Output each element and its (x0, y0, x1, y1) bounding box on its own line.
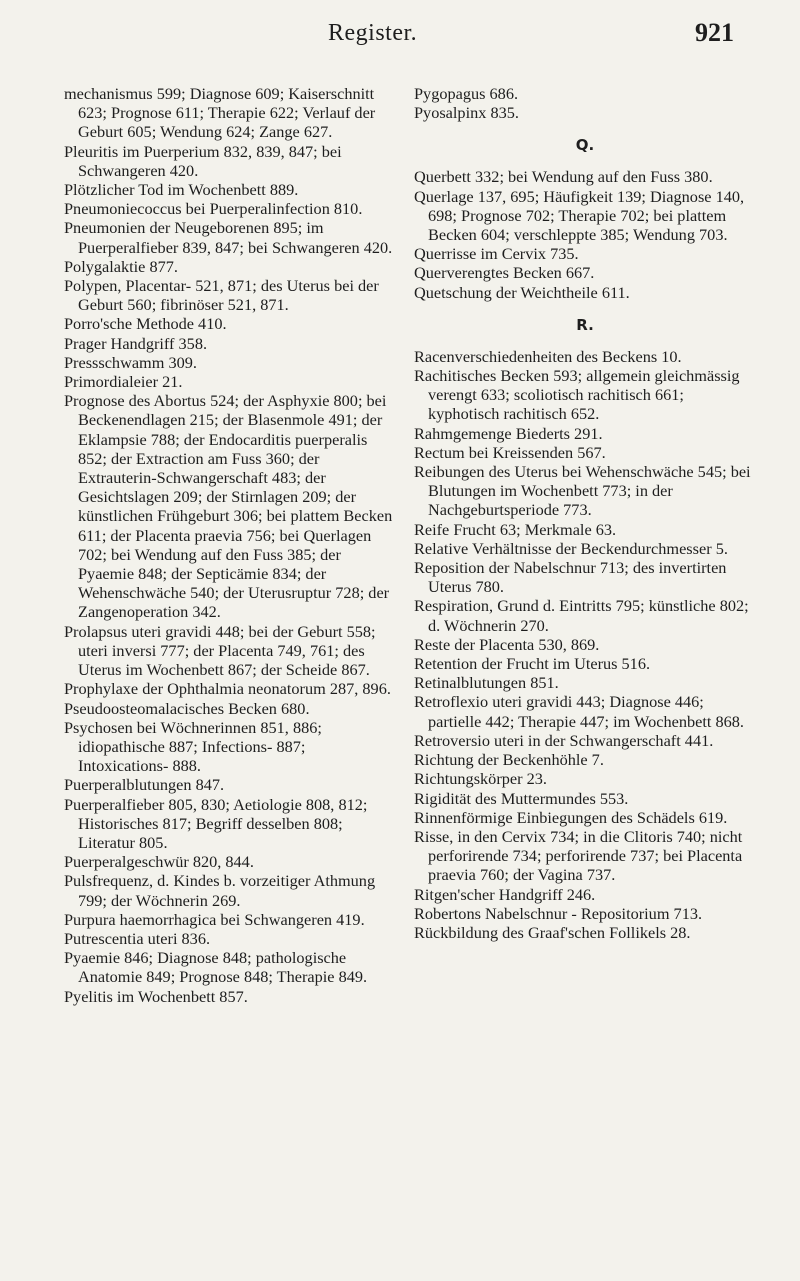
index-entry: Retroversio uteri in der Schwangerschaft 441. (414, 730, 714, 750)
entries-p-continued (414, 84, 756, 122)
index-entry: Robertons Nabelschnur - Repositorium 713. (414, 903, 703, 923)
index-entry: Querlage 137, 695; Häufigkeit 139; Diagnose 140, 698; Prognose 702; Therapie 702; bei plattem Becken 604; verschleppte 385; Wendung 703. (414, 186, 745, 245)
index-entry: Primordialeier 21. (64, 372, 183, 392)
index-entry: Querbett 332; bei Wendung auf den Fuss 380. (414, 167, 713, 187)
index-entry: Polygalaktie 877. (64, 256, 178, 276)
index-entry: Retinalblutungen 851. (414, 673, 559, 693)
index-entry: Rahmgemenge Biederts 291. (414, 423, 603, 443)
index-entry: Querrisse im Cervix 735. (414, 244, 579, 264)
section-letter-r: R. (576, 315, 594, 334)
index-entry: Rachitisches Becken 593; allgemein gleichmässig verengt 633; scoliotisch rachitisch 661; kyphotisch rachitisch 652. (414, 366, 740, 424)
index-entry: Pressschwamm 309. (64, 352, 197, 372)
left-column (64, 84, 394, 1006)
index-entry: Prognose des Abortus 524; der Asphyxie 800; bei Beckenendlagen 215; der Blasenmole 491; der Eklampsie 788; der Endocarditis puerperalis 852; der Extraction am Fuss 360; der Extrauterin-Schwangerschaft 483; der Gesichtslagen 209; der Stirnlagen 209; der künstlichen Frühgeburt 306; bei plattem Becken 611; der Placenta praevia 756; bei Querlagen 702; bei Wendung auf den Fuss 385; der Pyaemie 848; der Septicämie 834; der Wehenschwäche 540; der Uterusruptur 728; der Zangenoperation 342. (64, 391, 393, 622)
index-entry: Retention der Frucht im Uterus 516. (414, 654, 651, 674)
index-entry: Pyosalpinx 835. (414, 103, 519, 123)
index-entry: Puerperalblutungen 847. (64, 775, 225, 795)
index-entry: Plötzlicher Tod im Wochenbett 889. (64, 180, 299, 200)
index-entry: Pyelitis im Wochenbett 857. (64, 986, 248, 1006)
index-entry: Pseudoosteomalacisches Becken 680. (64, 698, 310, 718)
index-entry: Puerperalgeschwür 820, 844. (64, 852, 254, 872)
entries-q (414, 167, 756, 301)
index-entry: Pyaemie 846; Diagnose 848; pathologische Anatomie 849; Prognose 848; Therapie 849. (64, 948, 368, 987)
index-entry: Racenverschiedenheiten des Beckens 10. (414, 346, 682, 366)
running-head (0, 20, 800, 60)
index-entry: Pneumonien der Neugeborenen 895; im Puerperalfieber 839, 847; bei Schwangeren 420. (64, 218, 393, 257)
index-entry: Reste der Placenta 530, 869. (414, 634, 600, 654)
index-entry: Prolapsus uteri gravidi 448; bei der Geburt 558; uteri inversi 777; der Placenta 749, 761; des Uterus im Wochenbett 867; der Scheide 867. (64, 621, 376, 680)
running-title: Register. (328, 20, 418, 46)
index-entry: Rinnenförmige Einbiegungen des Schädels 619. (414, 807, 728, 827)
index-entry: Pleuritis im Puerperium 832, 839, 847; bei Schwangeren 420. (64, 141, 342, 180)
index-entry: Reposition der Nabelschnur 713; des invertirten Uterus 780. (414, 558, 727, 597)
index-entry: Prophylaxe der Ophthalmia neonatorum 287, 896. (64, 679, 391, 699)
index-entry: Richtung der Beckenhöhle 7. (414, 750, 604, 770)
index-entry: mechanismus 599; Diagnose 609; Kaiserschnitt 623; Prognose 611; Therapie 622; Verlauf der Geburt 605; Wendung 624; Zange 627. (64, 84, 376, 142)
section-letter-q: Q. (575, 136, 595, 155)
index-entry: Querverengtes Becken 667. (414, 263, 595, 283)
index-entry: Pneumoniecoccus bei Puerperalinfection 810. (64, 199, 363, 219)
index-entry: Pulsfrequenz, d. Kindes b. vorzeitiger Athmung 799; der Wöchnerin 269. (64, 871, 376, 910)
index-entry: Purpura haemorrhagica bei Schwangeren 419. (64, 909, 365, 929)
page-number: 921 (695, 18, 734, 47)
index-entry: Risse, in den Cervix 734; in die Clitoris 740; nicht perforirende 734; perforirende 737; bei Placenta praevia 760; der Vagina 737. (414, 826, 743, 885)
index-entry: Reibungen des Uterus bei Wehenschwäche 545; bei Blutungen im Wochenbett 773; in der Nachgeburtsperiode 773. (414, 462, 751, 520)
index-entry: Respiration, Grund d. Eintritts 795; künstliche 802; d. Wöchnerin 270. (414, 596, 749, 635)
index-entry: Rigidität des Muttermundes 553. (414, 788, 629, 808)
index-entry: Prager Handgriff 358. (64, 333, 208, 353)
index-entry: Rectum bei Kreissenden 567. (414, 442, 606, 462)
index-entry: Retroflexio uteri gravidi 443; Diagnose 446; partielle 442; Therapie 447; im Wochenbett 868. (414, 692, 744, 731)
index-entry: Reife Frucht 63; Merkmale 63. (414, 519, 617, 539)
index-entry: Pygopagus 686. (414, 84, 519, 103)
right-column (414, 84, 756, 942)
index-entry: Ritgen'scher Handgriff 246. (414, 884, 596, 904)
index-entry: Polypen, Placentar- 521, 871; des Uterus bei der Geburt 560; fibrinöser 521, 871. (64, 276, 379, 315)
index-entry: Richtungskörper 23. (414, 769, 547, 789)
index-entry: Rückbildung des Graaf'schen Follikels 28. (414, 922, 691, 942)
entries-r (414, 347, 756, 942)
index-entry: Quetschung der Weichtheile 611. (414, 282, 630, 302)
index-entry: Psychosen bei Wöchnerinnen 851, 886; idiopathische 887; Infections- 887; Intoxications- 888. (64, 717, 322, 776)
index-entry: Putrescentia uteri 836. (64, 928, 211, 948)
index-entry: Relative Verhältnisse der Beckendurchmesser 5. (414, 538, 728, 558)
index-entry: Puerperalfieber 805, 830; Aetiologie 808, 812; Historisches 817; Begriff desselben 808; Literatur 805. (64, 794, 368, 852)
index-entry: Porro'sche Methode 410. (64, 314, 227, 334)
